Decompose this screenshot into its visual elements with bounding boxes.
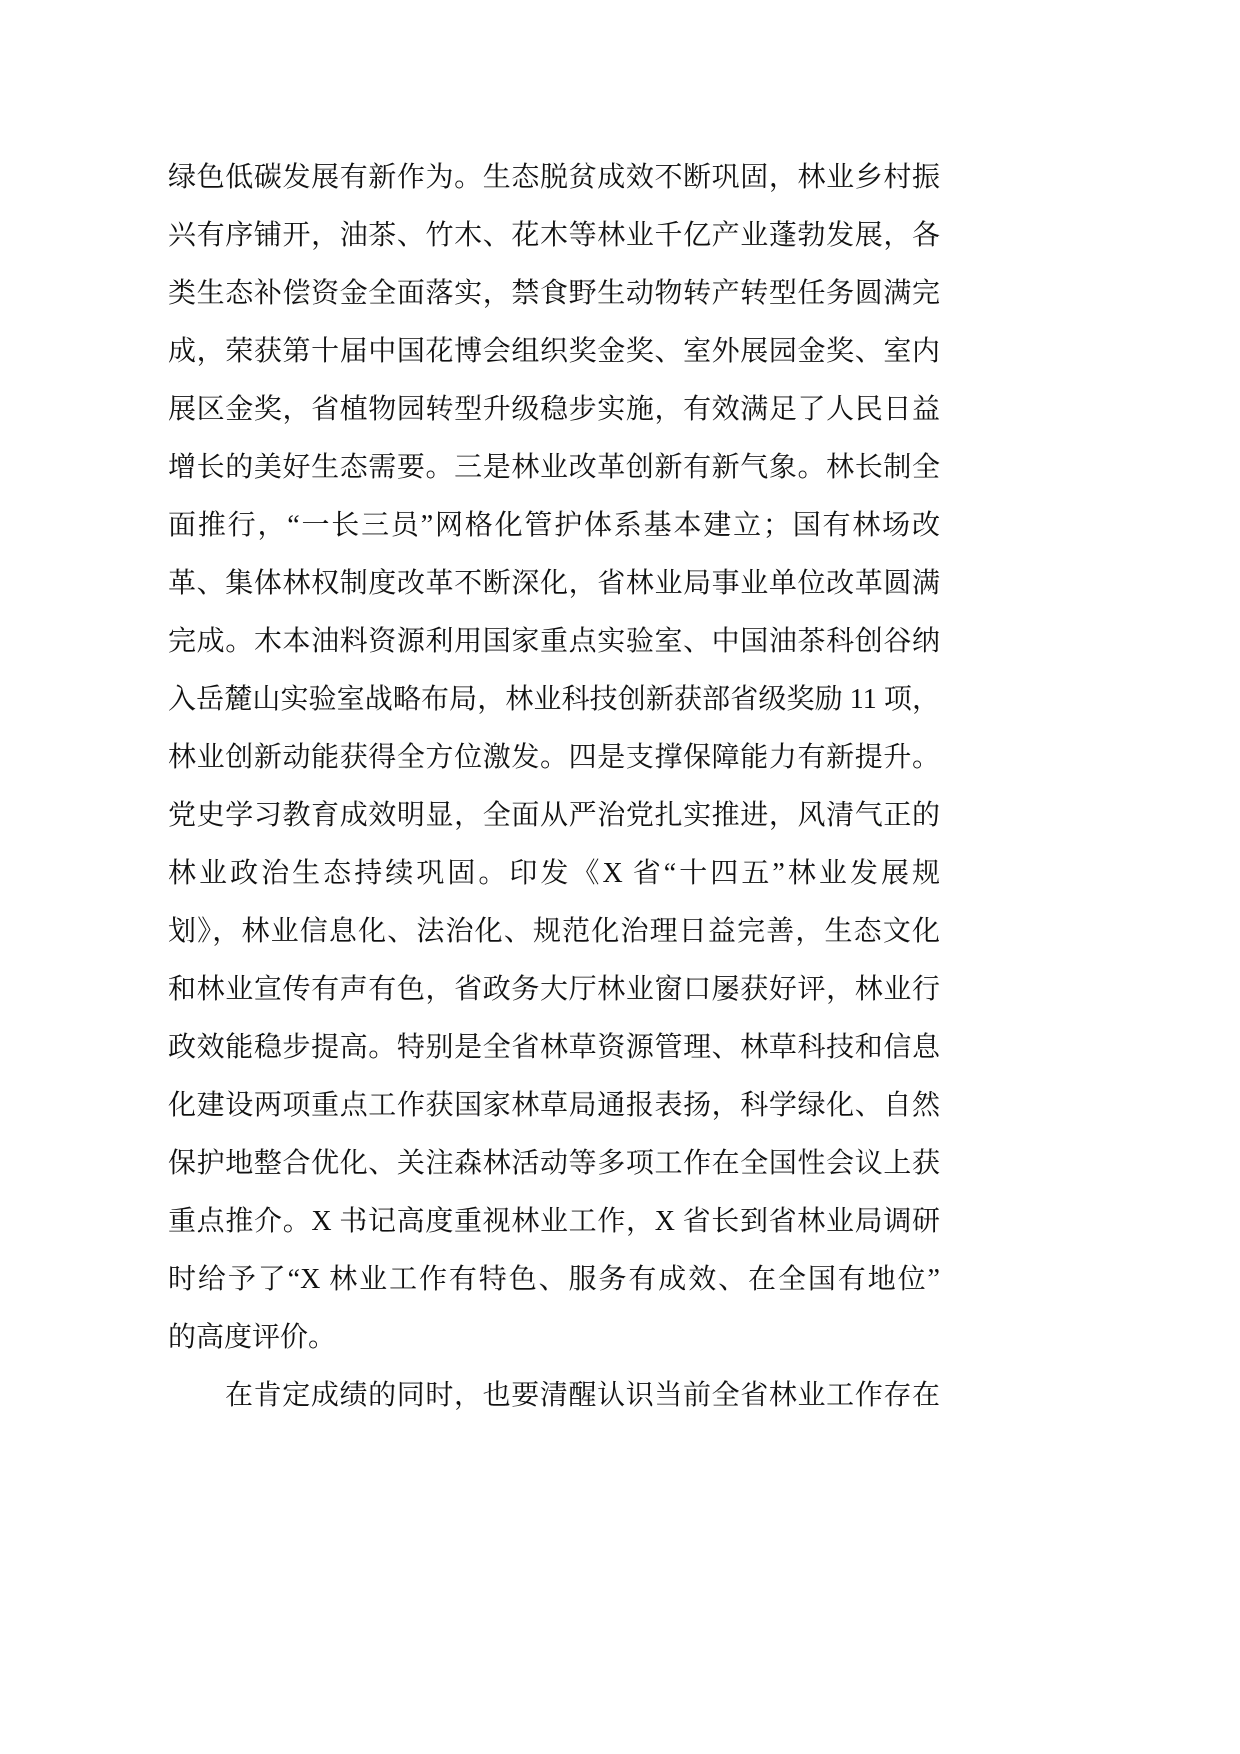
- paragraph-achievements: [168, 149, 940, 1367]
- text-line: 完成。木本油料资源利用国家重点实验室、中国油茶科创谷纳: [168, 626, 940, 657]
- text-line-paragraph-end: 的高度评价。: [168, 1322, 337, 1353]
- text-line: 展区金奖，省植物园转型升级稳步实施，有效满足了人民日益: [168, 394, 940, 425]
- text-line: 类生态补偿资金全面落实，禁食野生动物转产转型任务圆满完: [168, 278, 940, 309]
- text-line: 时给予了“X 林业工作有特色、服务有成效、在全国有地位”: [168, 1264, 940, 1295]
- document-body: [168, 149, 940, 1425]
- text-line: 增长的美好生态需要。三是林业改革创新有新气象。林长制全: [168, 452, 940, 483]
- text-line: 绿色低碳发展有新作为。生态脱贫成效不断巩固，林业乡村振: [168, 162, 940, 193]
- paragraph-challenges: [168, 1367, 940, 1425]
- text-line: 林业政治生态持续巩固。印发《X 省“十四五”林业发展规: [168, 858, 940, 889]
- text-line-paragraph-start: 在肯定成绩的同时，也要清醒认识当前全省林业工作存在: [225, 1380, 940, 1411]
- text-line: 划》，林业信息化、法治化、规范化治理日益完善，生态文化: [168, 916, 940, 947]
- text-line: 党史学习教育成效明显，全面从严治党扎实推进，风清气正的: [168, 800, 940, 831]
- text-line: 兴有序铺开，油茶、竹木、花木等林业千亿产业蓬勃发展，各: [168, 220, 940, 251]
- text-line: 化建设两项重点工作获国家林草局通报表扬，科学绿化、自然: [168, 1090, 940, 1121]
- text-line: 政效能稳步提高。特别是全省林草资源管理、林草科技和信息: [168, 1032, 940, 1063]
- text-line: 重点推介。X 书记高度重视林业工作，X 省长到省林业局调研: [168, 1206, 940, 1237]
- text-line: 入岳麓山实验室战略布局，林业科技创新获部省级奖励 11 项，: [168, 684, 940, 715]
- text-line: 林业创新动能获得全方位激发。四是支撑保障能力有新提升。: [168, 742, 940, 773]
- text-line: 和林业宣传有声有色，省政务大厅林业窗口屡获好评，林业行: [168, 974, 940, 1005]
- text-line: 面推行，“一长三员”网格化管护体系基本建立；国有林场改: [168, 510, 940, 541]
- text-line: 革、集体林权制度改革不断深化，省林业局事业单位改革圆满: [168, 568, 940, 599]
- text-line: 保护地整合优化、关注森林活动等多项工作在全国性会议上获: [168, 1148, 940, 1179]
- text-line: 成，荣获第十届中国花博会组织奖金奖、室外展园金奖、室内: [168, 336, 940, 367]
